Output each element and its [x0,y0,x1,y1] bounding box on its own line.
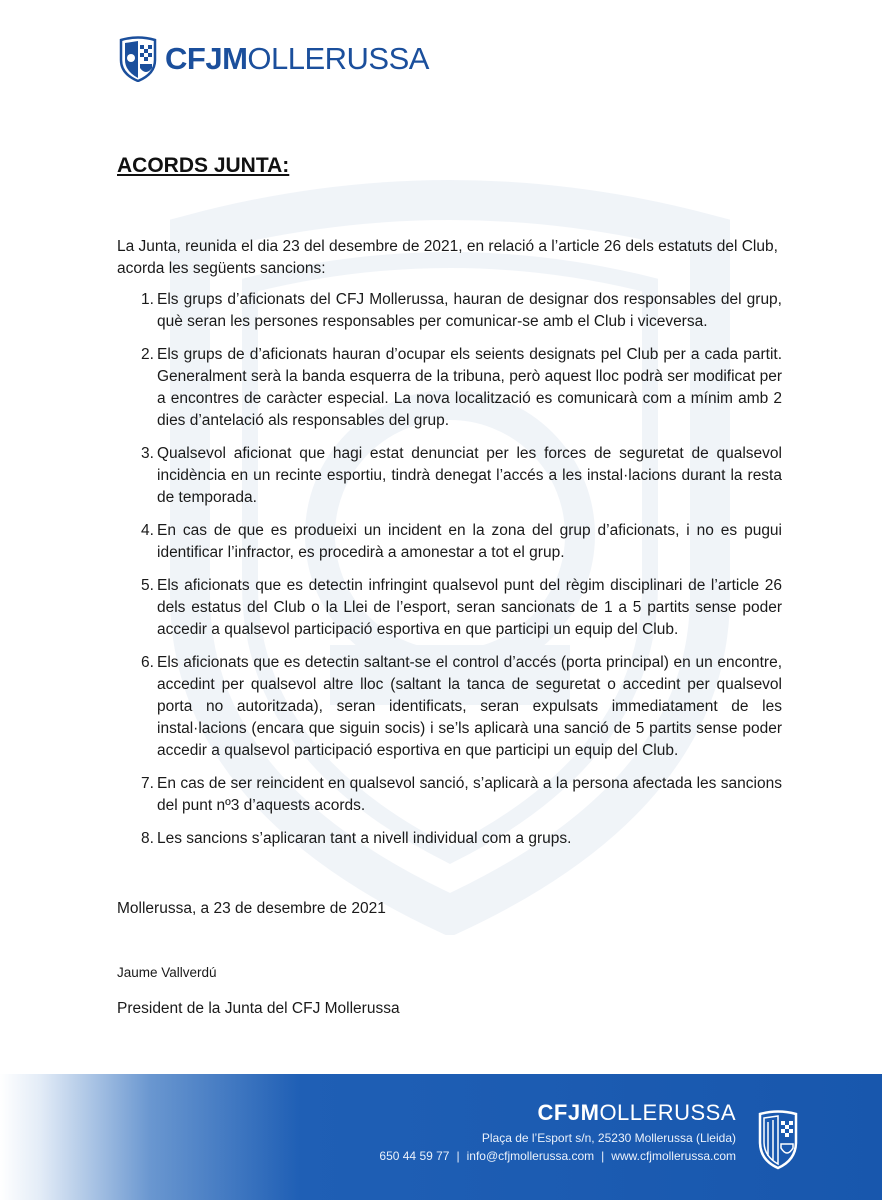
list-item [117,520,782,564]
footer-band [0,1074,882,1200]
list-item [117,344,782,432]
footer-brand-wordmark [538,1100,736,1126]
footer-address: Plaça de l’Esport s/n, 25230 Mollerussa (Lleida) [481,1131,736,1145]
list-item-text: Els grups de d’aficionats hauran d’ocupar els seients designats pel Club per a cada partit. Generalment serà la banda esquerra de la tribuna, però aquest lloc podrà ser modificat per a encontres de caràcter especial. La nova localització es comunicarà com a mínim amb 2 dies d’antelació als responsables del grup. [157,346,782,429]
place-and-date: Mollerussa, a 23 de desembre de 2021 [117,900,386,917]
list-item-text: En cas de que es produeixi un incident en la zona del grup d’aficionats, i no es pugui identificar l’infractor, es procedirà a amonestar a tot el grup. [157,522,782,561]
footer-website[interactable]: www.cfjmollerussa.com [611,1149,736,1163]
list-item [117,575,782,641]
list-item-number: 3. [141,445,154,462]
footer-separator: | [601,1149,605,1163]
list-item-text: Les sancions s’aplicaran tant a nivell individual com a grups. [157,830,572,847]
page-title: ACORDS JUNTA: [117,154,290,177]
signatory-role: President de la Junta del CFJ Mollerussa [117,1000,400,1017]
footer-email[interactable]: info@cfjmollerussa.com [466,1149,595,1163]
brand-wordmark [165,36,429,82]
footer-separator: | [456,1149,460,1163]
sanctions-list [117,289,782,861]
list-item [117,652,782,762]
signatory-name: Jaume Vallverdú [117,965,217,980]
brand-rest: OLLERUSSA [247,41,429,76]
list-item-number: 6. [141,654,154,671]
intro-paragraph: La Junta, reunida el dia 23 del desembre de 2021, en relació a l’article 26 dels estatuts del Club, acorda les següents sancions: [117,238,778,277]
list-item-number: 5. [141,577,154,594]
list-item-text: Els grups d’aficionats del CFJ Mollerussa, hauran de designar dos responsables del grup, què seran les persones responsables per comunicar-se amb el Club i viceversa. [157,291,782,330]
list-item-text: Qualsevol aficionat que hagi estat denunciat per les forces de seguretat de qualsevol incidència en un recinte esportiu, tindrà denegat l’accés a les instal·lacions durant la resta de temporada. [157,445,782,506]
list-item-number: 8. [141,830,154,847]
brand-bold: CFJM [165,41,248,76]
footer-brand-rest: OLLERUSSA [599,1100,736,1125]
club-crest-icon [119,36,157,82]
list-item-number: 1. [141,291,154,308]
list-item-number: 4. [141,522,154,539]
list-item-number: 7. [141,775,154,792]
list-item-text: Els aficionats que es detectin saltant-se el control d’accés (porta principal) en un encontre, accedint per qualsevol altre lloc (saltant la tanca de seguretat o accedint per qualsevol porta no autoritzada), seran identificats, seran expulsats immediatament de les instal·lacions (encara que siguin socis) i se’ls aplicarà una sanció de 5 partits sense poder accedir a qualsevol participació esportiva en que participi un equip del Club. [157,654,782,759]
list-item [117,773,782,817]
footer-brand-bold: CFJM [537,1100,600,1125]
footer-crest-icon [758,1110,798,1170]
list-item [117,289,782,333]
list-item-text: En cas de ser reincident en qualsevol sanció, s’aplicarà a la persona afectada les sancions del punt nº3 d’aquests acords. [157,775,782,814]
footer-contact [379,1149,736,1163]
header-logo [119,36,429,82]
list-item [117,443,782,509]
footer-phone: 650 44 59 77 [379,1149,450,1163]
list-item [117,828,782,850]
list-item-number: 2. [141,346,154,363]
list-item-text: Els aficionats que es detectin infringint qualsevol punt del règim disciplinari de l’article 26 dels estatus del Club o la Llei de l’esport, seran sancionats de 1 a 5 partits sense poder accedir a qualsevol participació esportiva en que participi un equip del Club. [157,577,782,638]
